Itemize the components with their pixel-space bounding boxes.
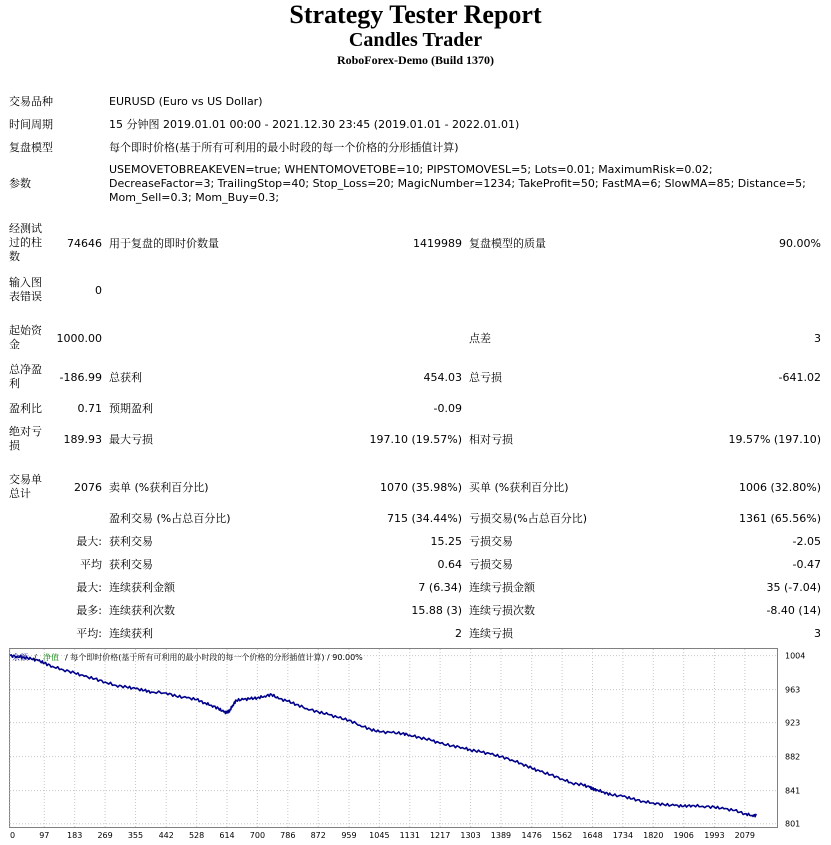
x-tick-label: 959: [341, 831, 357, 840]
avg-loss-value: -0.47: [792, 558, 821, 571]
x-tick-label: 0: [10, 831, 16, 840]
avg-cons-wins-value: 2: [455, 627, 462, 640]
losstrades-value: 1361 (65.56%): [738, 512, 821, 525]
bars-value: 74646: [67, 237, 102, 250]
server-name: RoboForex-Demo (Build 1370): [336, 53, 495, 67]
max-cons-wins-value: 7 (6.34): [418, 581, 462, 594]
x-tick-label: 786: [280, 831, 296, 840]
y-tick-label: 923: [785, 718, 801, 728]
max-cons-losses-label: 连续亏损金额: [469, 581, 535, 594]
symbol-value: EURUSD (Euro vs US Dollar): [109, 95, 263, 108]
params-value: USEMOVETOBREAKEVEN=true; WHENTOMOVETOBE=10; PIPSTOMOVESL=5; Lots=0.01; MaximumRisk=0.02; DecreaseFactor=3; TrailingStop=40; Stop_Loss=20; MagicNumber=1234; TakeProfit=50; FastMA=6; SlowMA=85; Distance=5; Mom_Sell=0.3; Mom_Buy=0.3;: [109, 163, 806, 204]
x-tick-label: 1476: [521, 831, 542, 840]
x-tick-label: 1820: [643, 831, 664, 840]
maxdd-value: 197.10 (19.57%): [369, 433, 462, 446]
legend-equity: 净值: [43, 653, 59, 662]
spread-value: 3: [814, 332, 821, 345]
x-tick-label: 1131: [399, 831, 420, 840]
avg-prefix: 平均: [80, 558, 102, 571]
balance-chart-svg: [9, 648, 821, 840]
netprofit-label: 总净盈利: [9, 363, 42, 390]
trades-value: 2076: [74, 481, 102, 494]
trades-label: 交易单总计: [9, 473, 42, 500]
spread-label: 点差: [469, 332, 491, 345]
report-title: Strategy Tester Report: [289, 0, 542, 29]
max-cons-loss-count-value: -8.40 (14): [766, 604, 821, 617]
avg2-prefix: 平均:: [76, 627, 102, 640]
max2-prefix: 最大:: [76, 581, 102, 594]
legend-model: / 每个即时价格(基于所有可利用的最小时段的每一个价格的分形插值计算) / 90.00%: [65, 653, 363, 662]
x-tick-label: 1993: [704, 831, 725, 840]
x-tick-label: 1562: [551, 831, 573, 840]
max-cons-losses-value: 35 (-7.04): [766, 581, 821, 594]
errors-value: 0: [95, 284, 102, 297]
x-tick-label: 1045: [369, 831, 390, 840]
symbol-label: 交易品种: [9, 95, 53, 108]
errors-label: 输入图表错误: [9, 276, 42, 303]
max-cons-wins-label: 连续获利金额: [109, 581, 175, 594]
x-tick-label: 2079: [734, 831, 756, 840]
avg-loss-label: 亏损交易: [469, 558, 513, 571]
absdd-label: 绝对亏损: [9, 425, 42, 452]
deposit-value: 1000.00: [56, 332, 102, 345]
params-label: 参数: [9, 177, 31, 190]
reldd-label: 相对亏损: [469, 433, 513, 446]
netprofit-value: -186.99: [59, 371, 102, 384]
losstrades-label: 亏损交易(%占总百分比): [469, 512, 588, 525]
short-label: 卖单 (%获利百分比): [109, 481, 209, 494]
balance-chart: [9, 648, 821, 840]
x-tick-label: 1303: [460, 831, 481, 840]
x-tick-label: 355: [127, 831, 144, 840]
quality-value: 90.00%: [779, 237, 821, 250]
long-label: 买单 (%获利百分比): [469, 481, 569, 494]
plot-frame: [10, 649, 778, 828]
pf-value: 0.71: [77, 402, 102, 415]
x-tick-label: 269: [97, 831, 113, 840]
y-tick-label: 801: [785, 819, 801, 829]
x-tick-label: 1389: [490, 831, 512, 840]
avg-profit-value: 0.64: [437, 558, 462, 571]
grossloss-value: -641.02: [778, 371, 821, 384]
short-value: 1070 (35.98%): [379, 481, 462, 494]
largest-loss-label: 亏损交易: [469, 535, 513, 548]
max-cons-loss-count-label: 连续亏损次数: [469, 604, 535, 617]
grossprofit-value: 454.03: [423, 371, 462, 384]
y-tick-label: 1004: [785, 651, 806, 661]
max-cons-profit-label: 连续获利次数: [109, 604, 175, 617]
ticks-label: 用于复盘的即时价数量: [109, 237, 219, 250]
quality-label: 复盘模型的质量: [469, 237, 546, 250]
x-tick-label: 1217: [429, 831, 451, 840]
grossloss-label: 总亏损: [469, 371, 502, 384]
x-tick-label: 1906: [673, 831, 694, 840]
largest-profit-label: 获利交易: [109, 535, 153, 548]
profittrades-value: 715 (34.44%): [386, 512, 462, 525]
model-value: 每个即时价格(基于所有可利用的最小时段的每一个价格的分形插值计算): [109, 141, 459, 154]
x-tick-label: 183: [67, 831, 83, 840]
profittrades-label: 盈利交易 (%占总百分比): [109, 512, 231, 525]
largest-profit-value: 15.25: [430, 535, 462, 548]
payoff-label: 预期盈利: [109, 402, 153, 415]
payoff-value: -0.09: [433, 402, 462, 415]
y-tick-label: 963: [785, 685, 801, 695]
period-label: 时间周期: [9, 118, 53, 131]
x-tick-label: 97: [39, 831, 50, 840]
max-prefix: 最大:: [76, 535, 102, 548]
maxdd-label: 最大亏损: [109, 433, 153, 446]
bars-label: 经测试过的柱数: [9, 222, 42, 263]
avg-cons-losses-label: 连续亏损: [469, 627, 513, 640]
pf-label: 盈利比: [9, 402, 42, 415]
most-prefix: 最多:: [76, 604, 102, 617]
long-value: 1006 (32.80%): [738, 481, 821, 494]
reldd-value: 19.57% (197.10): [728, 433, 821, 446]
strategy-name: Candles Trader: [348, 29, 483, 51]
avg-cons-losses-value: 3: [814, 627, 821, 640]
y-tick-label: 882: [785, 752, 801, 762]
legend-balance: 余额: [12, 653, 28, 662]
x-tick-label: 442: [158, 831, 174, 840]
max-cons-profit-value: 15.88 (3): [411, 604, 462, 617]
avg-profit-label: 获利交易: [109, 558, 153, 571]
x-tick-label: 1648: [582, 831, 603, 840]
absdd-value: 189.93: [63, 433, 102, 446]
deposit-label: 起始资金: [9, 324, 42, 351]
grossprofit-label: 总获利: [109, 371, 142, 384]
x-tick-label: 614: [219, 831, 235, 840]
x-tick-label: 700: [249, 831, 266, 840]
x-tick-label: 1734: [612, 831, 634, 840]
x-tick-label: 872: [310, 831, 326, 840]
avg-cons-wins-label: 连续获利: [109, 627, 153, 640]
period-value: 15 分钟图 2019.01.01 00:00 - 2021.12.30 23:45 (2019.01.01 - 2022.01.01): [109, 118, 520, 131]
x-tick-label: 528: [188, 831, 205, 840]
y-tick-label: 841: [785, 786, 801, 796]
model-label: 复盘模型: [9, 141, 53, 154]
legend-sep: /: [34, 653, 37, 662]
largest-loss-value: -2.05: [792, 535, 821, 548]
ticks-value: 1419989: [413, 237, 462, 250]
